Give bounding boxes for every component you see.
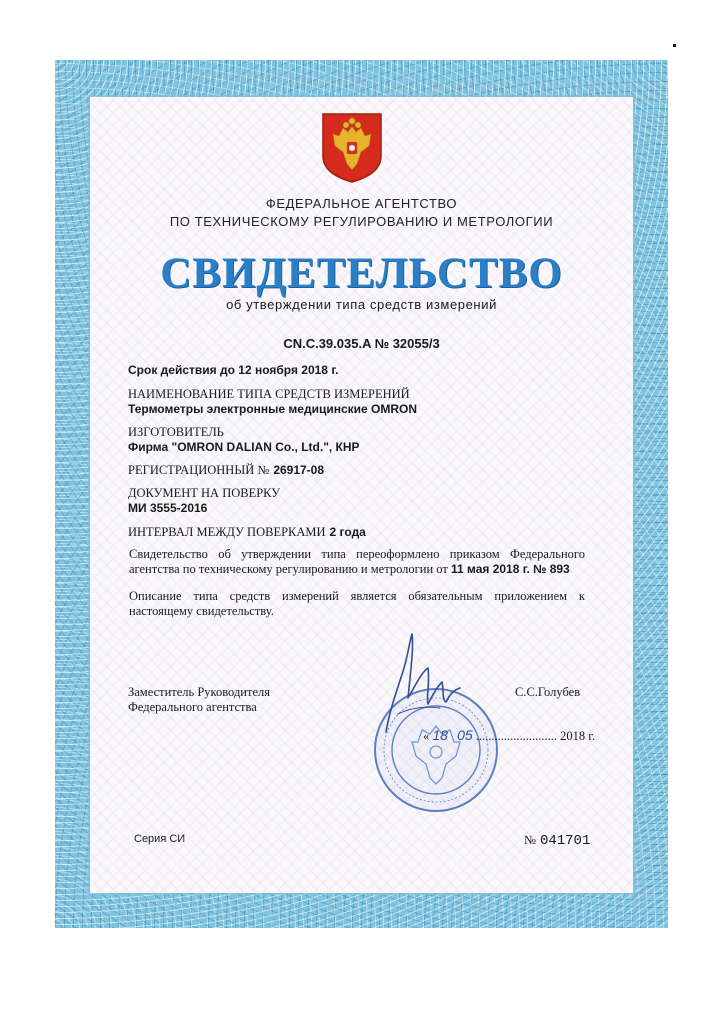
registration-row [128,461,324,479]
registration-value: 26917-08 [273,463,325,477]
document-subtitle: об утверждении типа средств измерений [226,297,497,312]
signer-name: С.С.Голубев [515,685,581,699]
scan-speck [673,44,676,47]
interval-value: 2 года [329,525,366,539]
manufacturer-label: ИЗГОТОВИТЕЛЬ [128,425,224,439]
document-title: СВИДЕТЕЛЬСТВО [160,250,563,297]
manufacturer-value: Фирма "OMRON DALIAN Co., Ltd.", КНР [128,440,360,454]
date-month-handwritten: 05 [457,727,473,743]
blank-number: 041701 [539,833,591,849]
reissue-paragraph [129,547,585,577]
handwritten-signature [380,628,470,738]
signer-position-line2: Федерального агентства [128,700,257,714]
date-open-quote: « [423,729,430,743]
interval-label: ИНТЕРВАЛ МЕЖДУ ПОВЕРКАМИ [128,525,326,539]
blank-number-row [524,831,590,849]
reissue-order: № 893 [533,562,570,576]
series-label: Серия СИ [134,833,186,845]
reissue-date: 11 мая 2018 г. [450,562,530,576]
type-label: НАИМЕНОВАНИЕ ТИПА СРЕДСТВ ИЗМЕРЕНИЙ [128,387,410,401]
agency-name-line2: ПО ТЕХНИЧЕСКОМУ РЕГУЛИРОВАНИЮ И МЕТРОЛОГИИ [169,214,554,229]
signature-date-row [423,727,595,744]
validity-row [128,363,338,377]
type-value: Термометры электронные медицинские OMRON [128,402,418,416]
date-day-handwritten: 18 [432,727,448,743]
description-paragraph: Описание типа средств измерений является обязательным приложением к настоящему свидетельству. [129,589,585,618]
verification-doc-label: ДОКУМЕНТ НА ПОВЕРКУ [128,486,281,500]
validity-label: Срок действия до [128,363,235,377]
date-dots: .......................... [475,729,558,743]
interval-row [128,523,366,541]
agency-name-line1: ФЕДЕРАЛЬНОЕ АГЕНТСТВО [265,196,458,211]
blank-number-sign: № [524,833,536,847]
reissue-text: Свидетельство об утверждении типа переоформлено приказом Федерального агентства по техническому регулированию и метрологии от [129,547,585,576]
validity-value: 12 ноября 2018 г. [238,363,339,377]
date-year: 2018 г. [560,729,596,743]
signer-position-line1: Заместитель Руководителя [128,685,270,699]
registration-label: РЕГИСТРАЦИОННЫЙ № [128,463,270,477]
certificate-number: CN.C.39.035.A № 32055/3 [283,336,440,351]
coat-of-arms-emblem [321,112,383,184]
verification-doc-value: МИ 3555-2016 [128,501,208,515]
